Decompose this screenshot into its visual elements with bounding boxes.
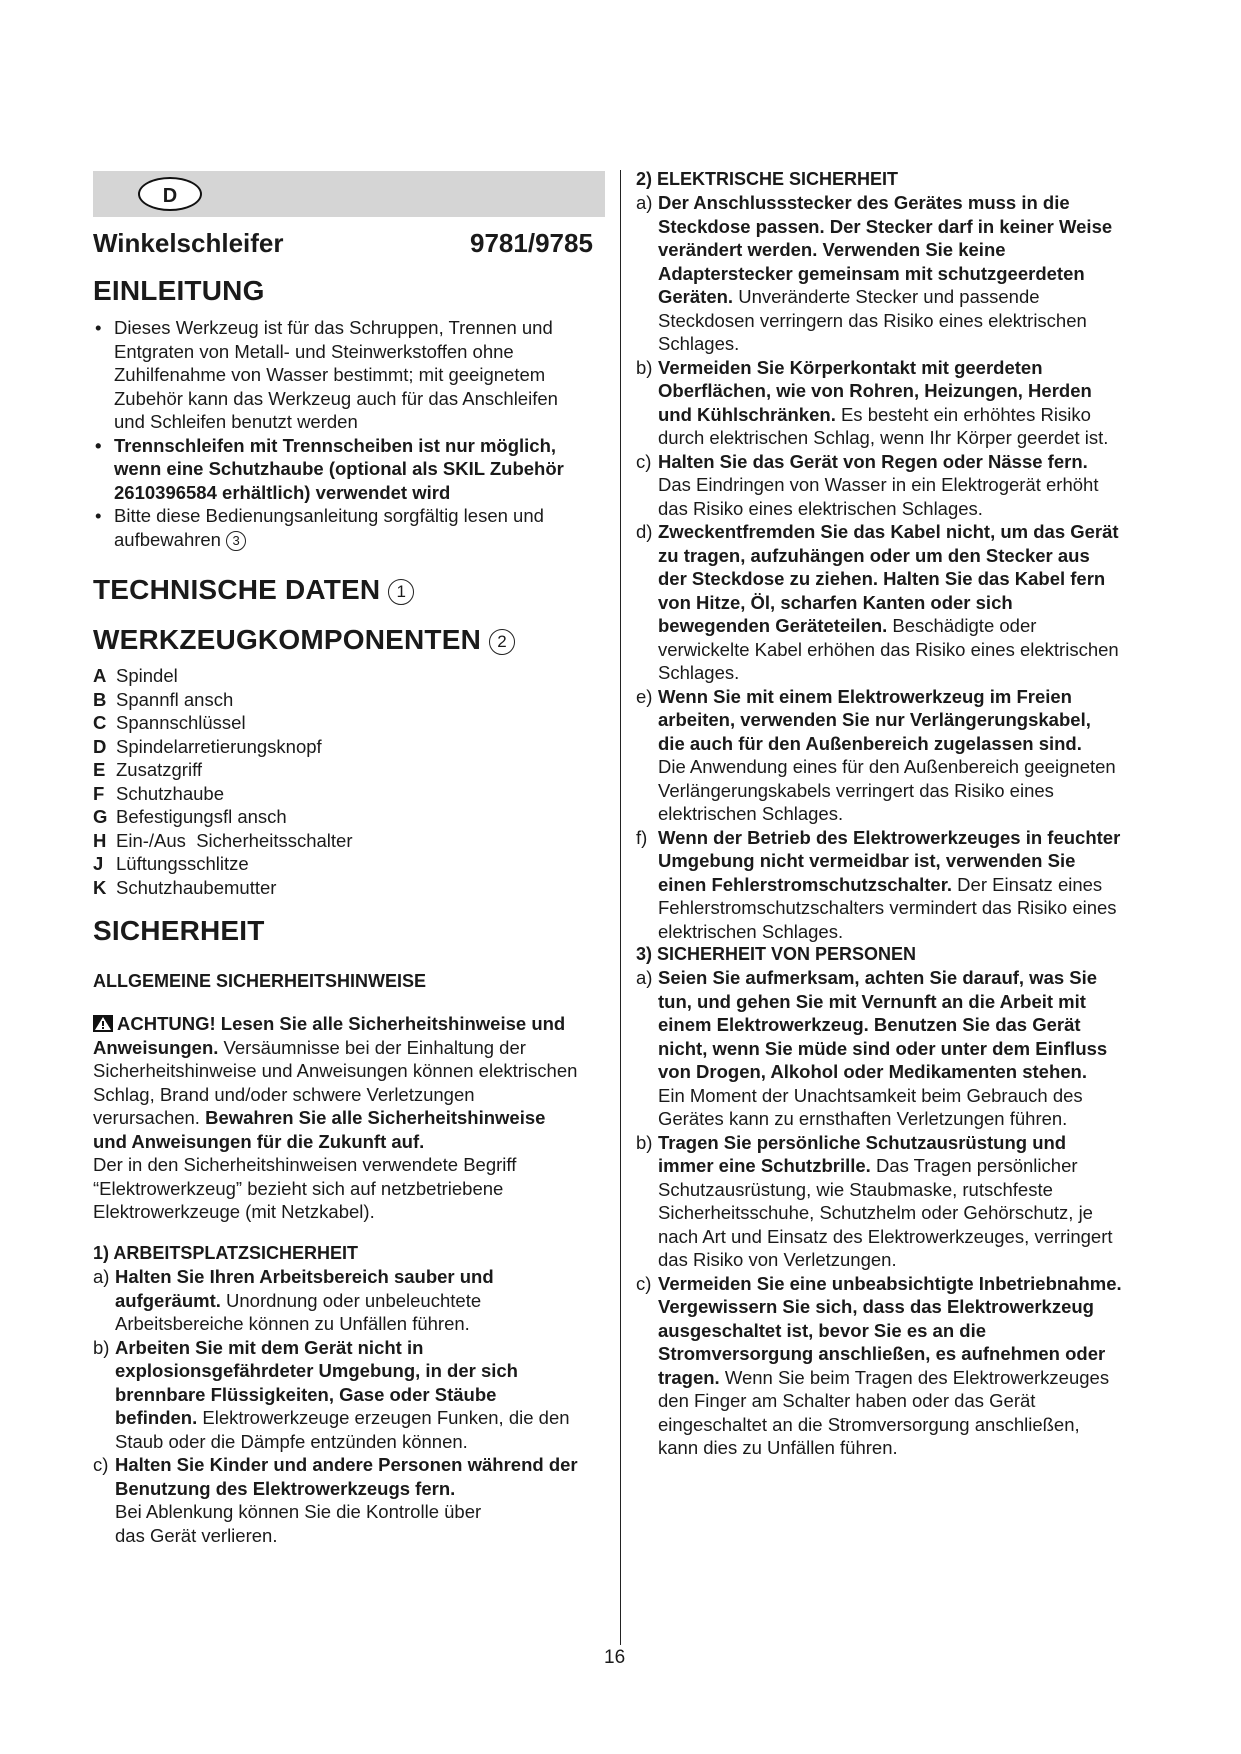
line: Zubehör kann das Werkzeug auch für das Anschleifen bbox=[114, 387, 558, 409]
einleitung-bullet-2: • Trennschleifen mit Trennscheiben ist nur möglich, wenn eine Schutzhaube (optional als SKIL Zubehör 2610396584 erhältlich) verwendet wird bbox=[93, 434, 613, 505]
elektrische-item-d: d) Zweckentfremden Sie das Kabel nicht, um das Gerät zu tragen, aufzuhängen oder um den Stecker aus der Steckdose zu ziehen. Halten Sie das Kabel fern von Hitze, Öl, scharfen Kanten oder sich bewegenden Geräteteilen. Beschädigte oder verwickelte Kabel erhöhen das Risiko eines elektrischen Schlages. bbox=[636, 521, 1119, 683]
component-item: C Spannschlüssel bbox=[93, 712, 246, 733]
elektrische-list bbox=[636, 191, 1156, 943]
elektrische-item-b: b) Vermeiden Sie Körperkontakt mit geerdeten Oberflächen, wie von Rohren, Heizungen, Herden und Kühlschränken. Es besteht ein erhöhtes Risiko durch elektrischen Schlag, wenn Ihr Körper geerdet ist. bbox=[636, 356, 1109, 448]
personen-item-c: c) Vermeiden Sie eine unbeabsichtigte Inbetriebnahme. Vergewissern Sie sich, dass das Elektrowerkzeug ausgeschaltet ist, bevor Sie es an die Stromversorgung anschließen, es aufnehmen oder tragen. Wenn Sie beim Tragen des Elektrowerkzeuges den Finger am Schalter haben oder das Gerät eingeschaltet an die Stromversorgung anschließen, kann dies zu Unfällen führen. bbox=[636, 1272, 1122, 1458]
arbeitsplatz-heading: 1) ARBEITSPLATZSICHERHEIT bbox=[93, 1243, 359, 1263]
components-list bbox=[93, 664, 593, 899]
sicherheit-heading: SICHERHEIT bbox=[93, 915, 265, 946]
page-number: 16 bbox=[604, 1647, 626, 1668]
component-item: D Spindelarretierungsknopf bbox=[93, 735, 322, 757]
figure-ref-1: 1 bbox=[388, 579, 414, 605]
line: Trennschleifen mit Trennscheiben ist nur möglich, bbox=[114, 434, 557, 456]
figure-ref-3: 3 bbox=[226, 531, 246, 551]
component-item: A Spindel bbox=[93, 665, 178, 686]
language-bar bbox=[93, 171, 605, 217]
model-number: 9781/9785 bbox=[470, 228, 593, 258]
component-item: B Spannfl ansch bbox=[93, 688, 234, 710]
arbeitsplatz-item-b: b) Arbeiten Sie mit dem Gerät nicht in explosionsgefährdeter Umgebung, in der sich brennbare Flüssigkeiten, Gase oder Stäube befinden. Elektrowerkzeuge erzeugen Funken, die den Staub oder die Dämpfe entzünden können. bbox=[93, 1336, 570, 1452]
line: wenn eine Schutzhaube (optional als SKIL Zubehör bbox=[114, 458, 564, 479]
line: Bitte diese Bedienungsanleitung sorgfältig lesen und bbox=[114, 505, 544, 526]
line: aufbewahren bbox=[114, 528, 221, 550]
component-item: E Zusatzgriff bbox=[93, 759, 203, 780]
elektrische-item-a: a) Der Anschlussstecker des Gerätes muss in die Steckdose passen. Der Stecker darf in keiner Weise verändert werden. Verwenden Sie keine Adapterstecker gemeinsam mit schutzgeerdeten Geräten. Unveränderte Stecker und passende Steckdosen verringern das Risiko eines elektrischen Schlages. bbox=[636, 192, 1113, 354]
line: Dieses Werkzeug ist für das Schruppen, Trennen und bbox=[114, 317, 553, 338]
component-item: H Ein-/Aus Sicherheitsschalter bbox=[93, 829, 353, 851]
einleitung-bullet-3: • Bitte diese Bedienungsanleitung sorgfältig lesen und aufbewahren 3 bbox=[93, 504, 613, 551]
werkzeugkomponenten-title: WERKZEUGKOMPONENTEN bbox=[93, 624, 482, 655]
einleitung-bullet-1: • Dieses Werkzeug ist für das Schruppen, Trennen und Entgraten von Metall- und Steinwerkstoffen ohne Zuhilfenahme von Wasser bestimmt; mit geeignetem Zubehör kann das Werkzeug auch für das Anschleifen und Schleifen benutzt werden bbox=[93, 316, 613, 434]
elektrische-heading: 2) ELEKTRISCHE SICHERHEIT bbox=[636, 169, 899, 189]
elektrische-item-c: c) Halten Sie das Gerät von Regen oder Nässe fern. Das Eindringen von Wasser in ein Elektrogerät erhöht das Risiko eines elektrischen Schlages. bbox=[636, 450, 1099, 519]
line: 2610396584 erhältlich) verwendet wird bbox=[114, 481, 451, 503]
line: Entgraten von Metall- und Steinwerkstoffen ohne bbox=[114, 340, 514, 362]
column-divider bbox=[620, 170, 621, 1645]
personen-heading: 3) SICHERHEIT VON PERSONEN bbox=[636, 944, 917, 964]
component-item: J Lüftungsschlitze bbox=[93, 853, 249, 874]
elektrische-item-f: f) Wenn der Betrieb des Elektrowerkzeuges in feuchter Umgebung nicht vermeidbar ist, verwenden Sie einen Fehlerstromschutzschalter. Der Einsatz eines Fehlerstromschutzschalters vermindert das Risiko eines elektrischen Schlages. bbox=[636, 826, 1121, 942]
figure-ref-2: 2 bbox=[489, 629, 515, 655]
achtung-paragraph: ACHTUNG! Lesen Sie alle Sicherheitshinweise und Anweisungen. Versäumnisse bei der Einhaltung der Sicherheitshinweise und Anweisungen können elektrischen Schlag, Brand und/oder schwere Verletzungen verursachen. Bewahren Sie alle Sicherheitshinweise und Anweisungen für die Zukunft auf. Der in den Sicherheitshinweisen verwendete Begriff “Elektrowerkzeug” bezieht sich auf netzbetriebene Elektrowerkzeuge (mit Netzkabel). bbox=[93, 1013, 578, 1222]
arbeitsplatz-item-c: c) Halten Sie Kinder und andere Personen während der Benutzung des Elektrowerkzeugs fern. Bei Ablenkung können Sie die Kontrolle über das Gerät verlieren. bbox=[93, 1454, 578, 1546]
language-badge: D bbox=[138, 177, 202, 211]
line: Zuhilfenahme von Wasser bestimmt; mit geeignetem bbox=[114, 364, 546, 385]
arbeitsplatz-list bbox=[93, 1265, 613, 1547]
werkzeugkomponenten-heading bbox=[93, 624, 515, 656]
allgemeine-heading: ALLGEMEINE SICHERHEITSHINWEISE bbox=[93, 971, 427, 991]
warning-icon bbox=[93, 1015, 113, 1032]
component-item: G Befestigungsfl ansch bbox=[93, 806, 287, 827]
personen-item-b: b) Tragen Sie persönliche Schutzausrüstung und immer eine Schutzbrille. Das Tragen persönlicher Schutzausrüstung, wie Staubmaske, rutschfeste Sicherheitsschuhe, Schutzhelm oder Gehörschutz, je nach Art und Einsatz des Elektrowerkzeuges, verringert das Risiko von Verletzungen. bbox=[636, 1131, 1113, 1270]
product-name: Winkelschleifer bbox=[93, 228, 284, 258]
einleitung-heading: EINLEITUNG bbox=[93, 275, 265, 306]
elektrische-item-e: e) Wenn Sie mit einem Elektrowerkzeug im Freien arbeiten, verwenden Sie nur Verlängerungskabel, die auch für den Außenbereich zugelassen sind. Die Anwendung eines für den Außenbereich geeigneten Verlängerungskabels verringert das Risiko eines elektrischen Schlages. bbox=[636, 685, 1116, 824]
arbeitsplatz-item-a: a) Halten Sie Ihren Arbeitsbereich sauber und aufgeräumt. Unordnung oder unbeleuchtete Arbeitsbereiche können zu Unfällen führen. bbox=[93, 1266, 494, 1334]
component-item: K Schutzhaubemutter bbox=[93, 876, 277, 898]
technische-daten-title: TECHNISCHE DATEN bbox=[93, 574, 381, 605]
component-item: F Schutzhaube bbox=[93, 782, 225, 804]
line: und Schleifen benutzt werden bbox=[114, 411, 358, 432]
einleitung-list bbox=[93, 316, 613, 551]
personen-list bbox=[636, 966, 1156, 1460]
personen-item-a: a) Seien Sie aufmerksam, achten Sie darauf, was Sie tun, und gehen Sie mit Vernunft an die Arbeit mit einem Elektrowerkzeug. Benutzen Sie das Gerät nicht, wenn Sie müde sind oder unter dem Einfluss von Drogen, Alkohol oder Medikamenten stehen. Ein Moment der Unachtsamkeit beim Gebrauch des Gerätes kann zu ernsthaften Verletzungen führen. bbox=[636, 967, 1108, 1129]
technische-daten-heading bbox=[93, 574, 414, 606]
